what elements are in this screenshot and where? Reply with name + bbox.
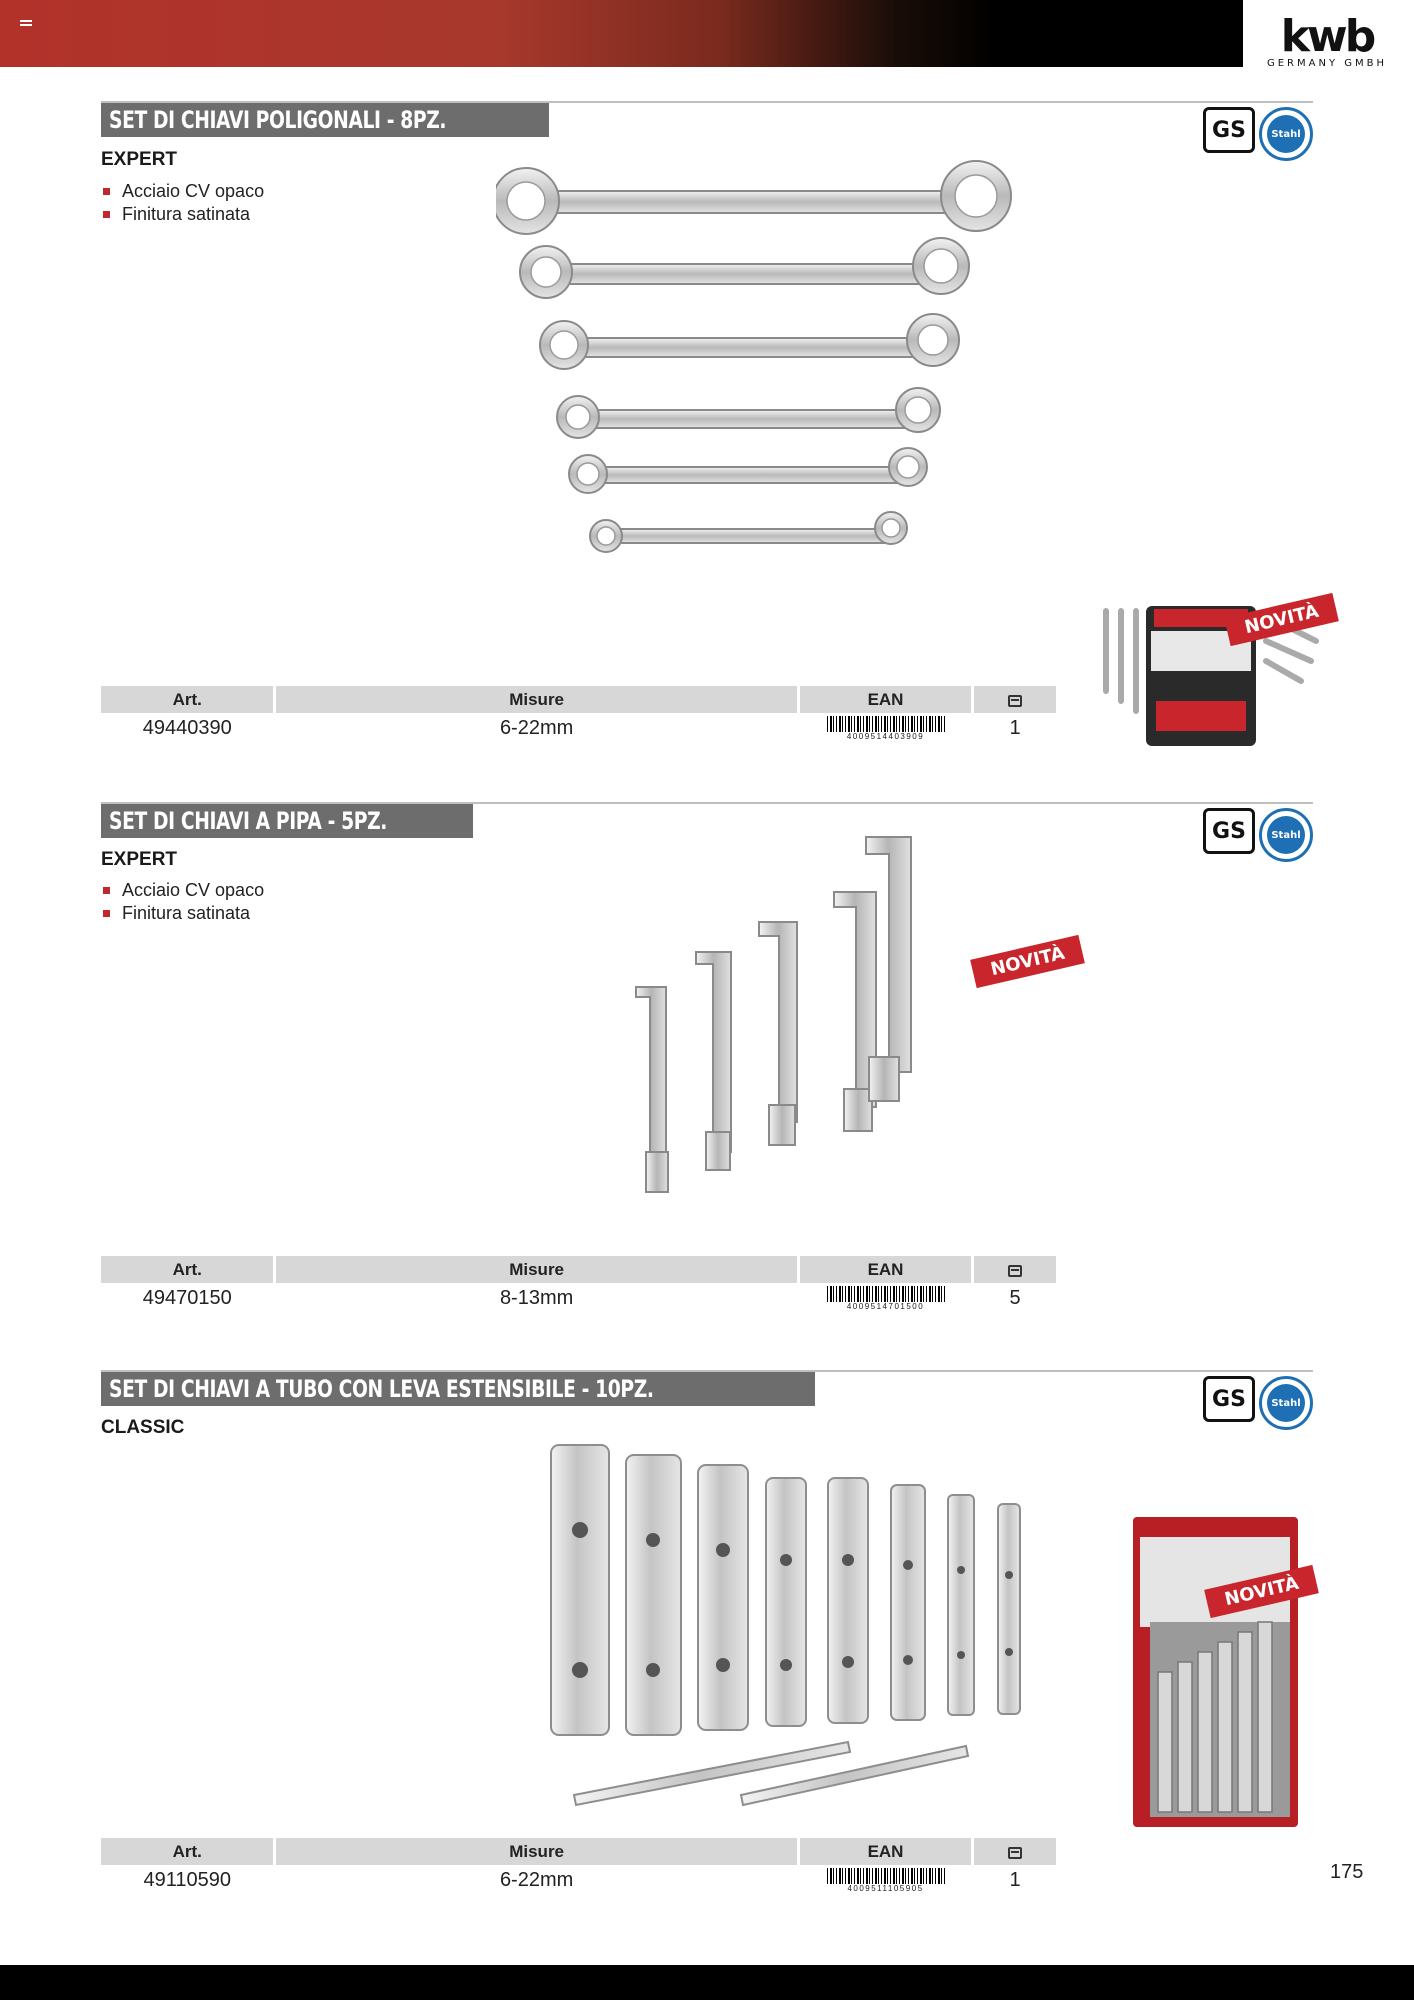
table-row	[101, 1865, 1059, 1895]
menu-icon[interactable]	[20, 20, 32, 30]
product-section-1	[101, 101, 1321, 751]
column-header-art: Art.	[101, 686, 273, 713]
column-header-misure: Misure	[276, 686, 796, 713]
new-badge: NOVITÀ	[1224, 593, 1339, 646]
column-header-ean: EAN	[800, 1838, 971, 1865]
product-title-box	[101, 1372, 815, 1406]
brand-name: kwb	[1280, 11, 1374, 62]
footer-bar	[0, 1965, 1414, 2000]
ean-barcode: 4009511105905	[800, 1865, 971, 1895]
column-header-qty	[974, 1256, 1056, 1283]
column-header-qty	[974, 1838, 1056, 1865]
package-icon	[1008, 695, 1022, 707]
ean-barcode: 4009514701500	[800, 1283, 971, 1313]
ring-spanner-set-image	[496, 156, 1196, 576]
table-row	[101, 1283, 1059, 1313]
package-quantity: 1	[1009, 717, 1021, 739]
column-header-art: Art.	[101, 1838, 273, 1865]
barcode-icon	[827, 1868, 945, 1884]
gs-certification-icon: GS	[1203, 107, 1255, 153]
stahl-certification-icon: Stahl	[1259, 808, 1313, 862]
barcode-icon	[827, 1286, 945, 1302]
table-header	[101, 1256, 1059, 1283]
product-title-box	[101, 804, 473, 838]
l-socket-wrench-set-image	[626, 827, 926, 1247]
barcode-icon	[827, 716, 945, 732]
art-number: 49110590	[143, 1869, 231, 1891]
product-table	[101, 1838, 1059, 1895]
product-section-2	[101, 802, 1313, 1322]
page-number: 175	[1330, 1861, 1364, 1883]
feature-item: Finitura satinata	[101, 203, 264, 226]
packaging-image	[1128, 1512, 1308, 1832]
package-icon	[1008, 1265, 1022, 1277]
certifications	[1203, 808, 1313, 862]
tube-box-spanner-set-image	[546, 1440, 1136, 1820]
feature-item: Acciaio CV opaco	[101, 879, 264, 902]
product-title-box	[101, 103, 549, 137]
column-header-ean: EAN	[800, 1256, 971, 1283]
product-line: CLASSIC	[101, 1417, 185, 1438]
art-number: 49470150	[142, 1287, 232, 1309]
feature-list	[101, 180, 264, 226]
column-header-qty	[974, 686, 1056, 713]
table-row	[101, 713, 1059, 743]
feature-item: Finitura satinata	[101, 902, 264, 925]
product-line: EXPERT	[101, 849, 178, 870]
size-range: 6-22mm	[499, 717, 574, 739]
product-title: SET DI CHIAVI A PIPA - 5PZ.	[109, 807, 388, 835]
art-number: 49440390	[142, 717, 232, 739]
package-quantity: 1	[1009, 1869, 1021, 1891]
column-header-misure: Misure	[276, 1838, 796, 1865]
ean-barcode: 4009514403909	[800, 713, 971, 743]
product-line: EXPERT	[101, 149, 178, 170]
header-bar	[0, 0, 1243, 67]
size-range: 8-13mm	[499, 1287, 574, 1309]
new-badge: NOVITÀ	[1204, 1565, 1319, 1618]
brand-logo	[1262, 11, 1392, 69]
product-table	[101, 686, 1059, 743]
gs-certification-icon: GS	[1203, 1376, 1255, 1422]
column-header-misure: Misure	[276, 1256, 796, 1283]
column-header-ean: EAN	[800, 686, 971, 713]
feature-item: Acciaio CV opaco	[101, 180, 264, 203]
product-section-3	[101, 1370, 1313, 1894]
table-header	[101, 1838, 1059, 1865]
new-badge: NOVITÀ	[970, 935, 1085, 988]
brand-tagline: GERMANY GMBH	[1266, 58, 1387, 69]
feature-list	[101, 879, 264, 925]
column-header-art: Art.	[101, 1256, 273, 1283]
product-table	[101, 1256, 1059, 1313]
table-header	[101, 686, 1059, 713]
stahl-certification-icon: Stahl	[1259, 1376, 1313, 1430]
product-title: SET DI CHIAVI A TUBO CON LEVA ESTENSIBILE - 10PZ.	[109, 1375, 654, 1403]
product-title: SET DI CHIAVI POLIGONALI - 8PZ.	[109, 106, 447, 134]
size-range: 6-22mm	[499, 1869, 574, 1891]
stahl-certification-icon: Stahl	[1259, 107, 1313, 161]
certifications	[1203, 1376, 1313, 1430]
gs-certification-icon: GS	[1203, 808, 1255, 854]
certifications	[1203, 107, 1313, 161]
package-icon	[1008, 1847, 1022, 1859]
package-quantity: 5	[1009, 1287, 1021, 1309]
